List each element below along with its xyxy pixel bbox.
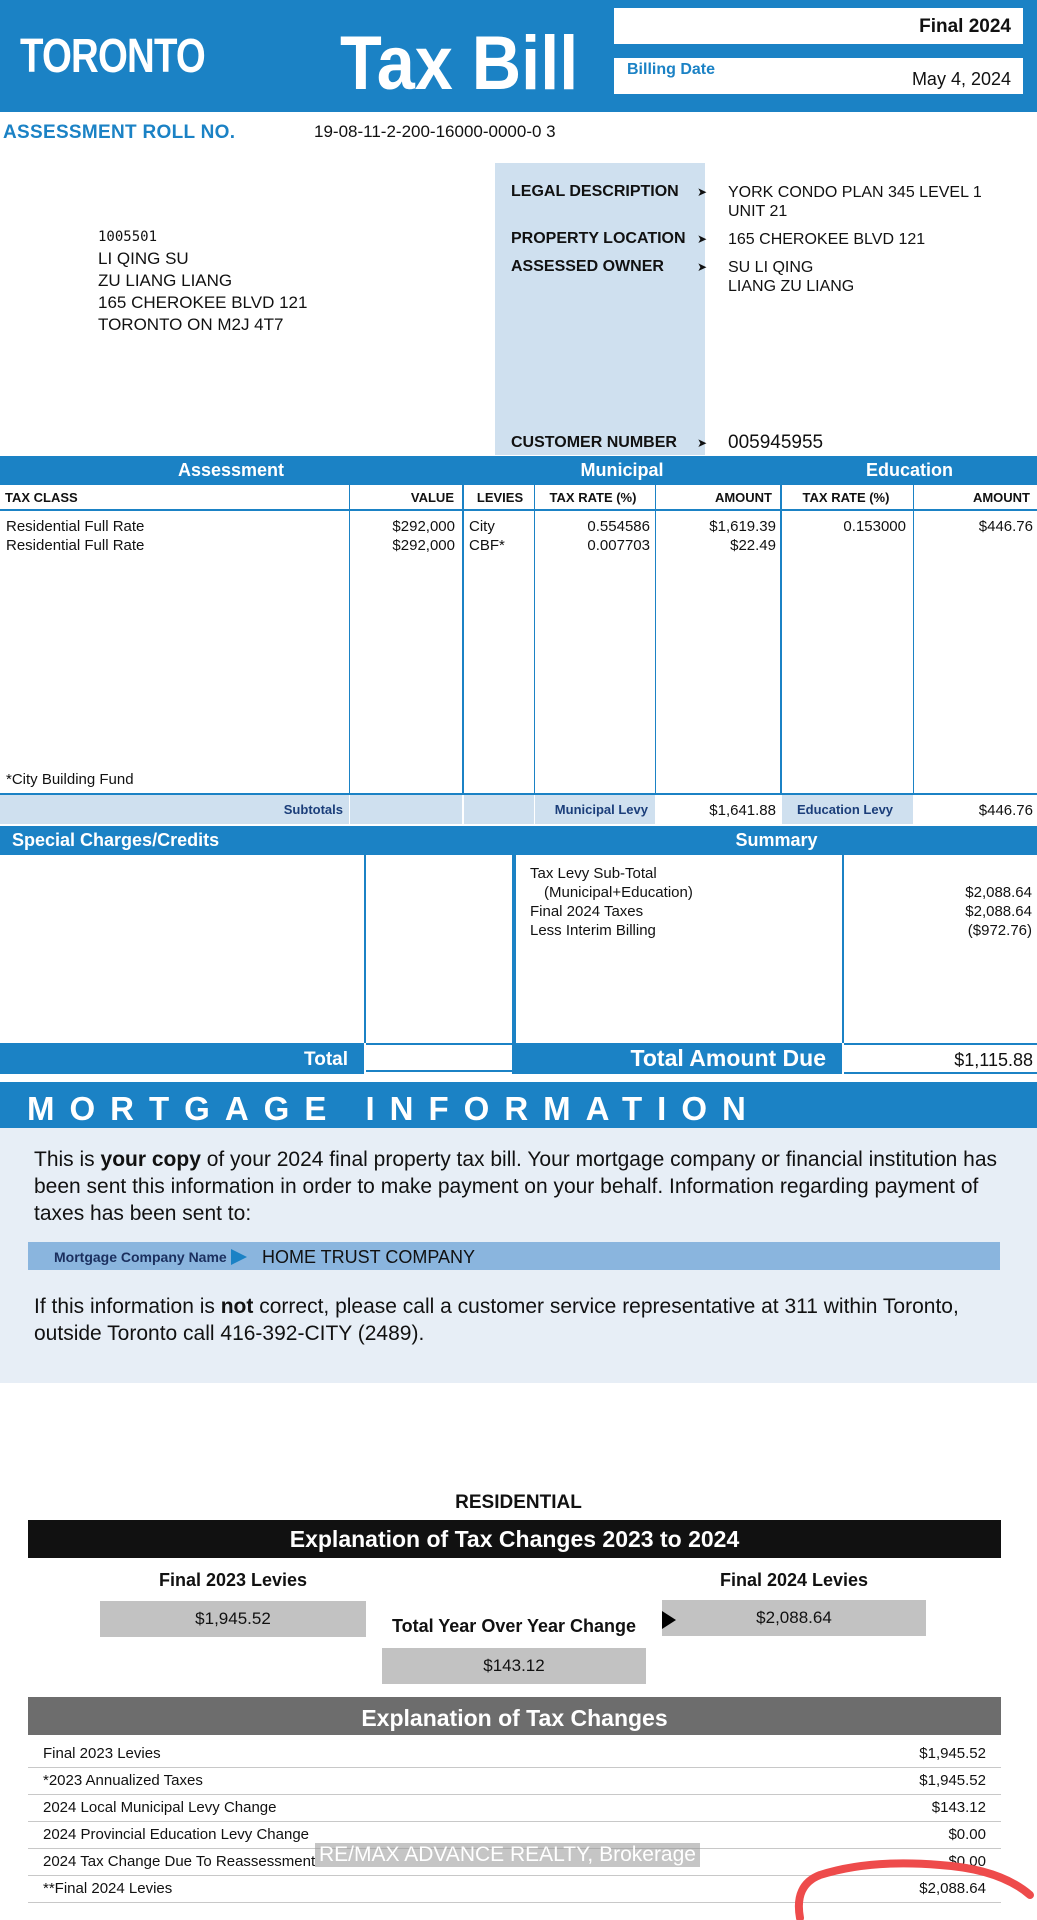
municipal-amount: $22.49: [730, 537, 776, 554]
summary-header: Summary: [516, 826, 1037, 855]
owner-line: SU LI QING: [728, 259, 814, 276]
row-label: Final 2023 Levies: [43, 1745, 161, 1762]
assessed-owner: [728, 258, 854, 296]
arrow-icon: ➤: [697, 232, 708, 246]
column-divider: [534, 485, 535, 793]
arrow-icon: ➤: [697, 260, 708, 274]
billing-date-label: Billing Date: [627, 61, 716, 78]
special-total-value: [366, 1043, 512, 1072]
tax-class: Residential Full Rate: [6, 518, 145, 535]
address-line: 1005501: [98, 229, 158, 245]
text-run: This is: [34, 1148, 101, 1171]
special-total-label: Total: [304, 1049, 348, 1070]
address-line: ZU LIANG LIANG: [98, 271, 233, 290]
text-run: of your 2024 final property tax bill. Your mortgage company or financial institution has been sent this information in order to make payment on your behalf. Information regarding payment of taxes has been sent to:: [34, 1148, 997, 1225]
summary-line: Less Interim Billing: [530, 922, 656, 939]
column-divider: [512, 826, 516, 1074]
column-divider: [462, 456, 464, 793]
final-2023-label: Final 2023 Levies: [158, 1570, 308, 1590]
edu-tax-rate: 0.153000: [843, 518, 906, 535]
toronto-logo: [12, 24, 232, 88]
arrow-icon: ➤: [697, 436, 708, 450]
final-2023-value: $1,945.52: [100, 1601, 366, 1637]
edu-amount: $446.76: [978, 518, 1033, 535]
bill-type: Final 2024: [919, 16, 1011, 37]
row-value: $143.12: [931, 1799, 986, 1816]
value-cells: [350, 517, 455, 555]
tax-class: Residential Full Rate: [6, 537, 145, 554]
column-divider: [913, 485, 914, 793]
col-levies: LEVIES: [476, 490, 524, 505]
col-value: VALUE: [410, 490, 454, 505]
column-divider: [780, 456, 782, 793]
rate-cells: [540, 517, 650, 555]
assessment-section-header: Assessment: [0, 456, 462, 485]
text-run: correct, please call a customer service representative at 311 within Toronto, outside Toronto call 416-392-CITY (2489).: [34, 1295, 959, 1345]
education-levy-label: Education Levy: [796, 802, 894, 817]
total-due-label: Total Amount Due: [630, 1045, 826, 1071]
assessed-value: $292,000: [392, 537, 455, 554]
text-run-bold: your copy: [100, 1148, 201, 1171]
text-run: If this information is: [34, 1295, 221, 1318]
address-line: 165 CHEROKEE BLVD 121: [98, 293, 308, 312]
table-row: [28, 1768, 1001, 1795]
col-edu-tax-rate: TAX RATE (%): [802, 490, 890, 505]
property-location: 165 CHEROKEE BLVD 121: [728, 231, 926, 248]
row-label: 2024 Provincial Education Levy Change: [43, 1826, 310, 1843]
explanation-title: Explanation of Tax Changes: [28, 1697, 1001, 1735]
col-tax-rate: TAX RATE (%): [549, 490, 637, 505]
arrow-icon: ➤: [697, 185, 708, 199]
final-2024-value: $2,088.64: [662, 1600, 926, 1636]
summary-line: Tax Levy Sub-Total: [530, 865, 657, 882]
yoy-label: Total Year Over Year Change: [391, 1616, 637, 1636]
yoy-value: $143.12: [382, 1648, 646, 1684]
municipal-section-header: Municipal: [464, 456, 780, 485]
subtotals-cell: [350, 795, 462, 824]
levy-name: City: [469, 518, 495, 535]
footnote: *City Building Fund: [6, 771, 134, 788]
column-divider: [364, 855, 366, 1043]
billing-date-box: [614, 58, 1023, 94]
watermark: RE/MAX ADVANCE REALTY, Brokerage: [315, 1843, 700, 1867]
col-edu-amount: AMOUNT: [972, 490, 1030, 505]
table-row: [6, 517, 144, 555]
row-label: 2024 Tax Change Due To Reassessment: [43, 1853, 316, 1870]
changes-banner: Explanation of Tax Changes 2023 to 2024: [28, 1520, 1001, 1558]
levy-cells: [469, 517, 505, 555]
column-divider: [655, 485, 656, 793]
mortgage-company-name: HOME TRUST COMPANY: [262, 1247, 476, 1267]
amount-cells: [660, 517, 776, 555]
bill-type-box: [614, 8, 1023, 44]
total-due: $1,115.88: [954, 1050, 1033, 1070]
page-title: Tax Bill: [340, 21, 579, 106]
column-divider: [842, 855, 844, 1043]
row-value: $1,945.52: [919, 1745, 986, 1762]
levy-name: CBF*: [469, 537, 505, 554]
subtotals-cell: [464, 795, 534, 824]
row-value: $0.00: [948, 1853, 986, 1870]
legal-description: [728, 183, 982, 221]
logo-text: TORONTO: [20, 29, 205, 83]
mortgage-company-label: Mortgage Company Name: [54, 1249, 227, 1265]
education-section-header: Education: [782, 456, 1037, 485]
assessed-owner-label: ASSESSED OWNER: [511, 258, 664, 275]
row-label: 2024 Local Municipal Levy Change: [43, 1799, 277, 1816]
table-row: [28, 1741, 1001, 1768]
assessed-value: $292,000: [392, 518, 455, 535]
text-run-bold: not: [220, 1295, 254, 1318]
property-labels-panel: [495, 163, 708, 455]
edu-rate-cells: [784, 517, 906, 536]
municipal-amount: $1,619.39: [709, 518, 776, 535]
legal-description-label: LEGAL DESCRIPTION: [511, 183, 679, 200]
tax-rate: 0.554586: [587, 518, 650, 535]
legal-description-line: YORK CONDO PLAN 345 LEVEL 1: [728, 184, 982, 201]
row-label: *2023 Annualized Taxes: [43, 1772, 203, 1789]
mortgage-paragraph: [34, 1146, 1009, 1227]
summary-value: $2,088.64: [965, 884, 1032, 901]
summary-line: Final 2024 Taxes: [530, 903, 644, 920]
row-value: $0.00: [948, 1826, 986, 1843]
address-line: LI QING SU: [98, 249, 189, 268]
customer-number-label: CUSTOMER NUMBER: [511, 434, 677, 451]
property-location-label: PROPERTY LOCATION: [511, 230, 686, 247]
address-line: TORONTO ON M2J 4T7: [98, 315, 284, 334]
tax-rate: 0.007703: [587, 537, 650, 554]
mailing-address: [98, 226, 307, 336]
owner-line: LIANG ZU LIANG: [728, 278, 855, 295]
table-row: [28, 1795, 1001, 1822]
assessment-roll-label: ASSESSMENT ROLL NO.: [3, 122, 236, 143]
col-amount: AMOUNT: [714, 490, 772, 505]
mortgage-title: MORTGAGE INFORMATION: [27, 1090, 761, 1127]
special-charges-header: Special Charges/Credits: [0, 826, 512, 855]
municipal-levy-label: Municipal Levy: [554, 802, 648, 817]
edu-amount-cells: [915, 517, 1033, 536]
red-circle-annotation: [780, 1855, 1037, 1920]
education-levy: $446.76: [978, 802, 1033, 819]
row-label: **Final 2024 Levies: [43, 1880, 173, 1897]
assessment-roll-number: 19-08-11-2-200-16000-0000-0 3: [314, 122, 556, 141]
customer-number: 005945955: [728, 432, 824, 453]
subtotals-label: Subtotals: [283, 802, 343, 817]
municipal-levy: $1,641.88: [709, 802, 776, 819]
triangle-right-icon: [231, 1249, 247, 1265]
row-value: $2,088.64: [919, 1880, 986, 1897]
billing-date: May 4, 2024: [911, 69, 1011, 89]
row-value: $1,945.52: [919, 1772, 986, 1789]
summary-line: (Municipal+Education): [544, 884, 693, 901]
summary-value: ($972.76): [967, 922, 1032, 939]
legal-description-line: UNIT 21: [728, 203, 788, 220]
summary-value: $2,088.64: [965, 903, 1032, 920]
triangle-right-icon: [662, 1611, 676, 1629]
residential-label: RESIDENTIAL: [455, 1492, 582, 1513]
final-2024-label: Final 2024 Levies: [719, 1570, 869, 1590]
summary-values: [880, 883, 1032, 940]
col-tax-class: TAX CLASS: [5, 490, 78, 505]
mortgage-contact-paragraph: [34, 1293, 1009, 1347]
summary-labels: [530, 864, 693, 940]
